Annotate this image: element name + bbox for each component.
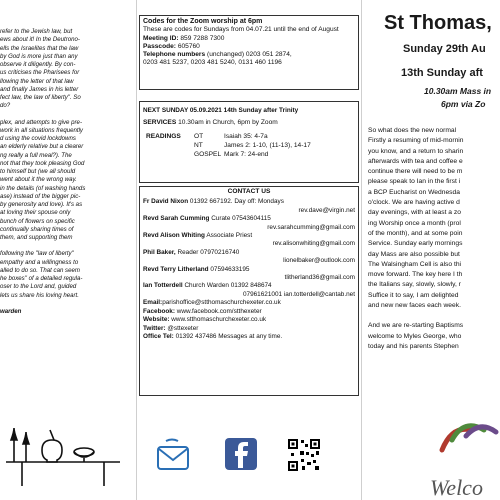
parish-email-link[interactable]: parishoffice@stthomaschurchexeter.co.uk [162, 299, 281, 307]
text-line: afterwards with tea and coffee e [368, 157, 463, 165]
contact-person-baker: Phil Baker, Reader 07970216740 [143, 248, 240, 256]
text-line: and new new faces each week. [368, 302, 461, 310]
contact-box [139, 186, 359, 396]
zoom-heading: Codes for the Zoom worship at 6pm [143, 18, 263, 25]
front-page-article [368, 126, 500, 352]
text-line: continually sharing times of [0, 225, 74, 233]
text-line: do? [0, 102, 11, 110]
telephone-label: Telephone numbers [143, 51, 206, 59]
text-line: Firstly a resuming of mid-mornin [368, 137, 464, 145]
text-line: alled to do so. That can seem [0, 266, 80, 274]
meeting-id-row [143, 35, 355, 43]
text-line: fect law, the law of liberty". So [0, 94, 81, 101]
contact-person-totterdell: Ian Totterdell Church Warden 01392 848674 [143, 282, 272, 290]
readings-block [143, 132, 355, 159]
contact-person-cumming: Revd Sarah Cumming Curate 07543604115 [143, 215, 271, 223]
altar-illustration [0, 400, 132, 500]
reading-nt: NT James 2: 1-10, (11-13), 14-17 [194, 142, 311, 149]
twitter-link[interactable]: @sttexeter [167, 324, 199, 332]
text-line: And we are re-starting Baptisms [368, 322, 464, 330]
text-line: and finally James in his letter [0, 85, 79, 93]
readings-label: READINGS [146, 133, 181, 140]
telephone-note: (unchanged) 0203 051 2874, [207, 51, 292, 59]
reflection-paragraph-3 [0, 250, 133, 300]
text-line: not that they took pleasing God [0, 159, 85, 167]
text-line: today and his parents Stephen [368, 342, 459, 350]
text-line: empathy and a willingness to [0, 258, 79, 266]
text-line: ng really a full meal?). The [0, 151, 72, 159]
text-line: lets us share his loving heart. [0, 291, 79, 299]
zoom-time-line: 6pm via Zo [441, 99, 486, 109]
contact-icons-row [139, 408, 359, 498]
next-sunday-title: NEXT SUNDAY 05.09.2021 14th Sunday after Trinity [143, 107, 299, 114]
text-line: bunch of flowers on specific [0, 217, 75, 225]
zoom-codes-box [139, 15, 359, 90]
text-line: the Italians say, slowly, slowly, r [368, 281, 461, 289]
column-divider-left [136, 0, 137, 500]
contact-person-nixon: Fr David Nixon 01392 667192. Day off: Mondays [143, 198, 284, 206]
text-line: went about it the wrong way. [0, 176, 77, 184]
website-link[interactable]: www.stthomaschurchexeter.co.uk [171, 316, 267, 324]
text-line: d using the covid lockdowns [0, 135, 76, 142]
text-line: day evenings, with at least a zo [368, 209, 461, 217]
reading-ot: OT Isaiah 35: 4-7a [194, 133, 268, 140]
zoom-intro: These are codes for Sundays from 04.07.21 until the end of August [143, 26, 339, 34]
parish-email-row: Email:parishoffice@stthomaschurchexeter.co.uk [143, 299, 281, 307]
text-line: continue there will need to be m [368, 168, 463, 176]
text-line: ase) instead of the bigger pic- [0, 192, 81, 200]
reading-gospel: GOSPEL Mark 7: 24-end [194, 151, 269, 158]
text-line: please speak to Ian in the first i [368, 178, 461, 186]
contact-email-whiting[interactable]: rev.alisonwhiting@gmail.com [272, 240, 355, 248]
text-line: Suffice it to say, I am delighted [368, 291, 459, 299]
passcode-label: Passcode: [143, 42, 176, 50]
contact-heading: CONTACT US [227, 188, 271, 195]
contact-email-totterdell[interactable]: 07961621001 ian.totterdell@cantab.net [242, 290, 355, 298]
passcode-row [143, 43, 355, 51]
welcome-word: Welco [430, 475, 483, 500]
signature: warden [0, 307, 22, 315]
text-line: work in all situations frequently [0, 126, 83, 134]
reflection-paragraph-1 [0, 28, 133, 111]
services-text: 10.30am in Church, 6pm by Zoom [178, 119, 278, 126]
text-line: ells the Israelites that the law [0, 44, 79, 52]
readings-list [194, 132, 311, 159]
date-heading: Sunday 29th Au [403, 43, 486, 55]
facebook-icon[interactable] [225, 438, 257, 470]
mail-phone-icon [157, 438, 191, 472]
text-line: us criticises the Pharisees for [0, 69, 80, 77]
text-line: move forward. The key here I th [368, 271, 463, 279]
text-line: o'clock. We are having active d [368, 199, 460, 207]
website-row: Website: www.stthomaschurchexeter.co.uk [143, 316, 267, 324]
text-line: The Walsingham Cell is also thi [368, 260, 462, 268]
text-line: refer to the Jewish law, but [0, 28, 73, 35]
reflection-paragraph-2 [0, 119, 133, 243]
text-line: in the details (of washing hands [0, 184, 86, 192]
text-line: at loving their spouse only [0, 209, 71, 217]
text-line: by God is more just than any [0, 52, 78, 60]
text-line: oser to the Lord and, guided [0, 283, 77, 291]
text-line: to himself but (we all should [0, 168, 76, 175]
front-paragraph-2 [368, 321, 500, 352]
text-line: he boxes" of a detailed regula- [0, 275, 83, 282]
mass-time-line: 10.30am Mass in [424, 86, 492, 96]
reflection-article [0, 28, 133, 408]
facebook-row: Facebook: www.facebook.com/stthexeter [143, 307, 262, 315]
text-line: an elderly relative but a clearer [0, 143, 84, 151]
text-line: ews about it! In the Deutrono- [0, 36, 80, 44]
text-line: a BCP Eucharist on Wednesda [368, 188, 460, 196]
services-row [143, 118, 355, 127]
text-line: following the "law of liberty" [0, 250, 74, 258]
services-label: SERVICES [143, 119, 177, 126]
meeting-id-value: 859 7288 7300 [180, 34, 225, 42]
facebook-link[interactable]: www.facebook.com/stthexeter [176, 307, 262, 315]
next-sunday-box [139, 101, 359, 183]
text-line: plex, and attempts to give pre- [0, 118, 82, 126]
church-title: St Thomas, [384, 12, 492, 34]
sunday-name-heading: 13th Sunday aft [401, 67, 483, 79]
passcode-value: 605760 [177, 42, 200, 50]
text-line: day Mass are also possible but [368, 250, 460, 258]
text-line: So what does the new normal [368, 127, 457, 134]
contact-person-whiting: Revd Alison Whiting Associate Priest [143, 232, 253, 240]
qr-code-icon[interactable] [287, 438, 321, 472]
text-line: by generosity and love). It's as [0, 201, 83, 208]
telephone-row [143, 51, 355, 59]
office-tel-row: Office Tel: 01392 437486 Messages at any time. [143, 332, 283, 340]
text-line: ing Worship once a month (prol [368, 219, 461, 227]
text-line: Service. Sunday early mornings [368, 240, 463, 248]
contact-email-litherland[interactable]: tlitherland36@gmail.com [284, 274, 355, 282]
text-line: llowing the letter of that law [0, 77, 74, 85]
telephone-numbers: 0203 481 5237, 0203 481 5240, 0131 460 1196 [143, 59, 282, 67]
info-column [139, 0, 361, 500]
text-line: observe it diligently. By con- [0, 61, 76, 68]
text-line: welcome to Myles George, who [368, 332, 462, 340]
contact-email-cumming[interactable]: rev.sarahcumming@gmail.com [267, 223, 355, 231]
welcome-logo [422, 400, 500, 500]
text-line: of the month), and at some poin [368, 229, 463, 237]
twitter-row: Twitter: @sttexeter [143, 324, 199, 332]
meeting-id-label: Meeting ID: [143, 34, 179, 42]
text-line: them, and supporting them [0, 234, 73, 241]
front-page [362, 0, 500, 500]
front-paragraph-1 [368, 126, 500, 311]
contact-email-baker[interactable]: lionelbaker@outlook.com [283, 257, 355, 265]
text-line: you know, and a return to sharin [368, 147, 464, 155]
welcome-decoration [422, 400, 500, 500]
contact-person-litherland: Revd Terry Litherland 07594633195 [143, 265, 250, 273]
contact-email-nixon[interactable]: rev.dave@virgin.net [298, 206, 355, 214]
